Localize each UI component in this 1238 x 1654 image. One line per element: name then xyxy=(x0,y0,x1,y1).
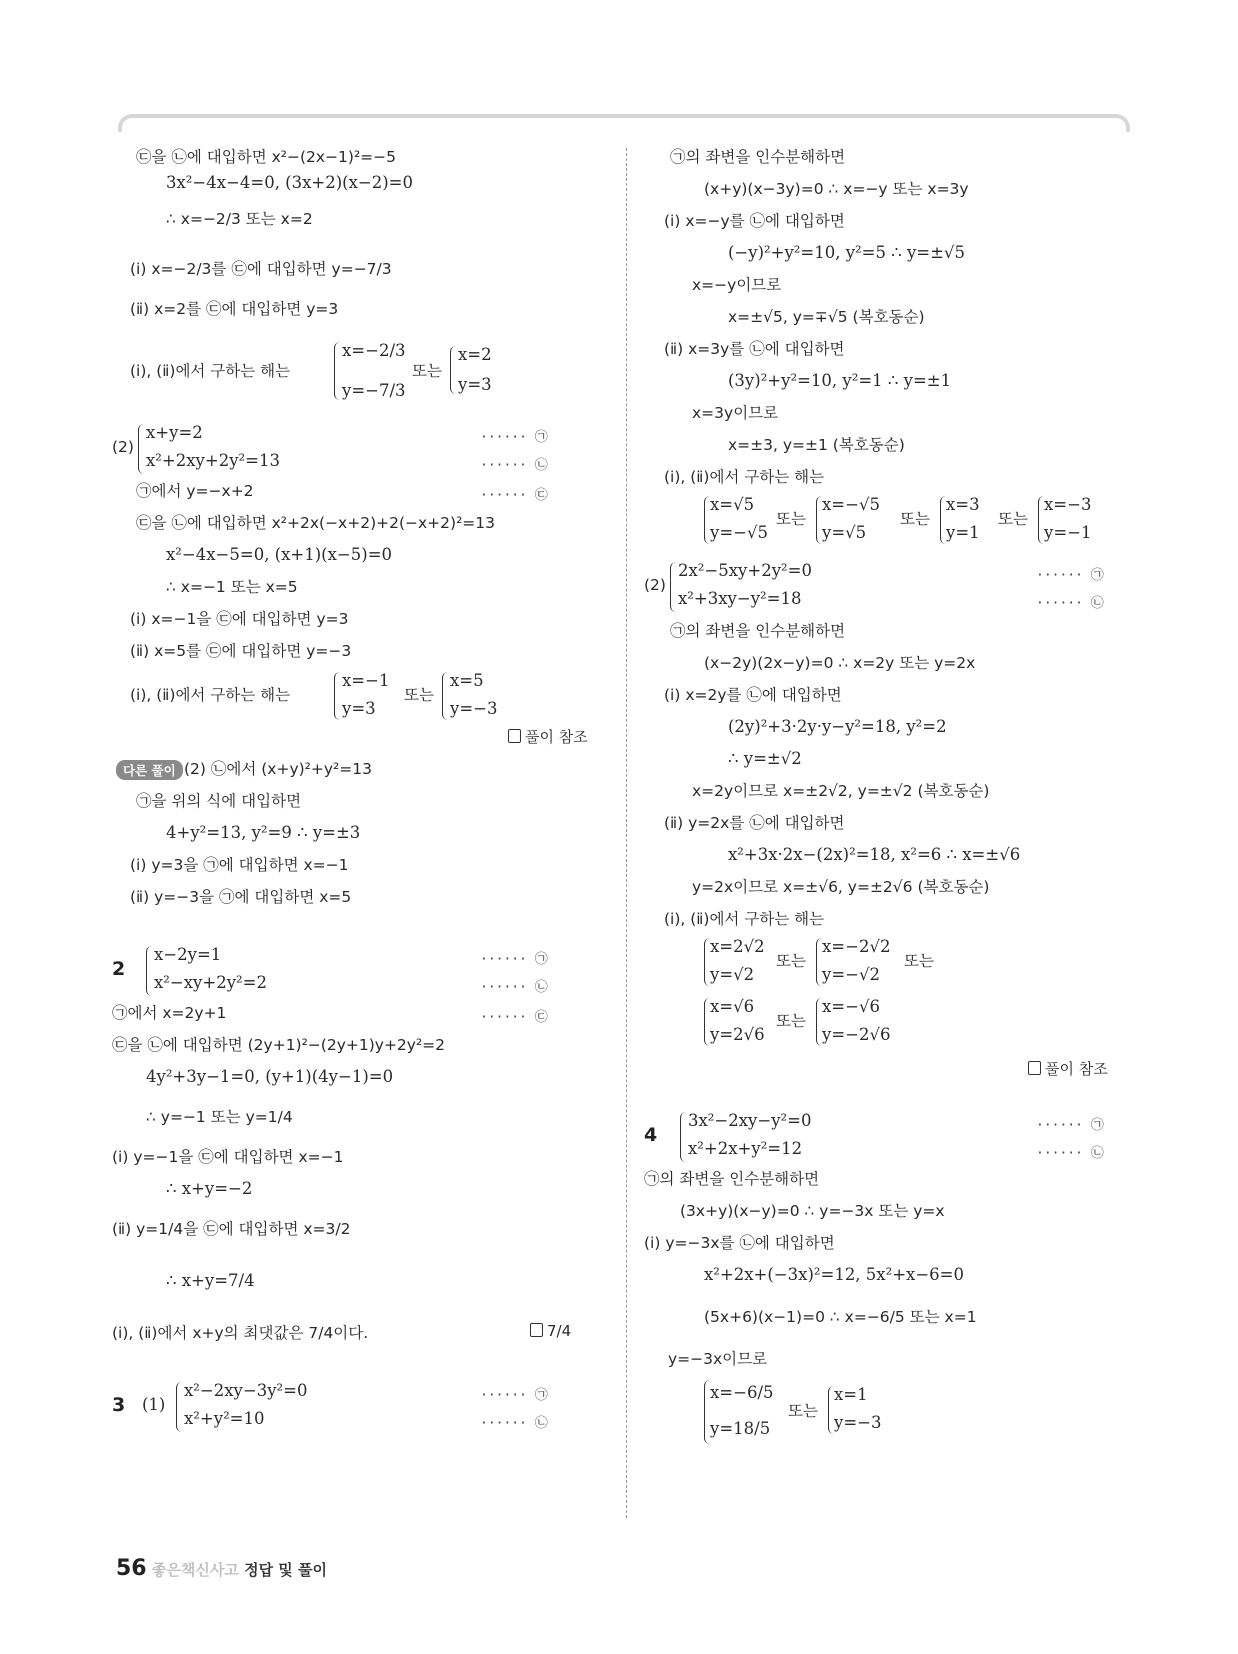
case-ii-line: (ⅱ) x=5를 ㉢에 대입하면 y=−3 xyxy=(130,642,352,660)
or-word: 또는 xyxy=(998,510,1028,528)
result-line: y=2x이므로 x=±√6, y=±2√6 (복호동순) xyxy=(692,878,990,896)
eq-tag: ······ ㉡ xyxy=(1036,1146,1104,1161)
step-line: ㉠에서 x=2y+1 xyxy=(112,1004,227,1022)
result-line: ∴ y=±√2 xyxy=(728,749,802,768)
or-word: 또는 xyxy=(776,952,806,970)
eq-tag: ······ ㉡ xyxy=(480,1416,548,1431)
eq-tag: ······ ㉠ xyxy=(480,952,548,967)
solution-y: y=√2 xyxy=(710,965,755,984)
system-brace xyxy=(334,342,340,400)
eq-tag: ······ ㉠ xyxy=(480,1388,548,1403)
eq-tag: ······ ㉠ xyxy=(480,430,548,445)
solution-x: x=√6 xyxy=(710,997,755,1016)
step-line: y=−3x이므로 xyxy=(668,1350,768,1368)
step-line: ㉠에서 y=−x+2 xyxy=(136,482,254,500)
system-eq2: x²+y²=10 xyxy=(184,1409,265,1428)
solution-y: y=−3 xyxy=(834,1413,882,1432)
section-title: 정답 및 풀이 xyxy=(244,1561,327,1579)
solution-label: (ⅰ), (ⅱ)에서 구하는 해는 xyxy=(664,468,825,486)
eq-tag: ······ ㉡ xyxy=(480,980,548,995)
system-eq1: 2x²−5xy+2y²=0 xyxy=(678,561,812,580)
equation-line: (2y)²+3·2y·y−y²=18, y²=2 xyxy=(728,717,947,736)
solution-x: x=2√2 xyxy=(710,937,765,956)
case-i-line: (ⅰ) x=−2/3를 ㉢에 대입하면 y=−7/3 xyxy=(130,260,392,278)
system-eq1: x+y=2 xyxy=(146,423,203,442)
equation-line: 4y²+3y−1=0, (y+1)(4y−1)=0 xyxy=(146,1067,394,1086)
solution-x: x=2 xyxy=(458,345,492,364)
equation-line: (x+y)(x−3y)=0 ∴ x=−y 또는 x=3y xyxy=(704,180,969,198)
step-substitute: ㉢을 ㉡에 대입하면 (2y+1)²−(2y+1)y+2y²=2 xyxy=(112,1036,446,1054)
step-substitute: ㉢을 ㉡에 대입하면 x²−(2x−1)²=−5 xyxy=(136,148,397,166)
answer-mark-icon xyxy=(508,729,521,743)
solution-y: y=3 xyxy=(342,699,376,718)
eq-tag: ······ ㉠ xyxy=(1036,568,1104,583)
alt-line: (2) ㉡에서 (x+y)²+y²=13 xyxy=(184,760,372,778)
result-line: (5x+6)(x−1)=0 ∴ x=−6/5 또는 x=1 xyxy=(704,1308,977,1326)
answer-mark-icon xyxy=(1028,1061,1041,1075)
or-word: 또는 xyxy=(776,510,806,528)
solution-y: y=−√5 xyxy=(710,523,768,542)
solution-y: y=18/5 xyxy=(710,1419,771,1438)
solution-x: x=−6/5 xyxy=(710,1383,774,1402)
result-line: ∴ x+y=7/4 xyxy=(166,1271,255,1290)
equation-line: (−y)²+y²=10, y²=5 ∴ y=±√5 xyxy=(728,243,965,262)
problem-number: 2 xyxy=(112,958,126,980)
eq-tag: ······ ㉡ xyxy=(1036,596,1104,611)
solution-y: y=3 xyxy=(458,375,492,394)
step-line: ㉠의 좌변을 인수분해하면 xyxy=(670,622,846,640)
final-answer: 7/4 xyxy=(530,1322,571,1340)
solution-y: y=√5 xyxy=(822,523,867,542)
system-brace xyxy=(334,672,340,720)
problem-part-label: (2) xyxy=(112,438,134,456)
result-line: x=2y이므로 x=±2√2, y=±√2 (복호동순) xyxy=(692,782,990,800)
eq-tag: ······ ㉢ xyxy=(480,1010,548,1025)
eq-tag: ······ ㉡ xyxy=(480,458,548,473)
system-eq1: x²−2xy−3y²=0 xyxy=(184,1381,308,1400)
result-line: ∴ y=−1 또는 y=1/4 xyxy=(146,1108,293,1126)
result-line: ∴ x=−1 또는 x=5 xyxy=(166,578,298,596)
system-eq1: 3x²−2xy−y²=0 xyxy=(688,1111,812,1130)
or-word: 또는 xyxy=(788,1402,818,1420)
solution-y: y=−7/3 xyxy=(342,381,406,400)
column-divider xyxy=(626,148,627,1518)
system-brace xyxy=(176,1382,182,1432)
equation-line: (3y)²+y²=10, y²=1 ∴ y=±1 xyxy=(728,371,952,390)
problem-number: 3 xyxy=(112,1394,126,1416)
solution-x: x=3 xyxy=(946,495,980,514)
solution-y: y=−3 xyxy=(450,699,498,718)
solution-x: x=−√5 xyxy=(822,495,880,514)
step-substitute: ㉢을 ㉡에 대입하면 x²+2x(−x+2)+2(−x+2)²=13 xyxy=(136,514,496,532)
alt-line: ㉠을 위의 식에 대입하면 xyxy=(136,792,302,810)
or-word: 또는 xyxy=(404,686,434,704)
result-line: ∴ x+y=−2 xyxy=(166,1179,253,1198)
alt-line: (ⅱ) y=−3을 ㉠에 대입하면 x=5 xyxy=(130,888,352,906)
system-brace xyxy=(450,346,456,394)
step-line: x=3y이므로 xyxy=(692,404,779,422)
problem-part-label: (1) xyxy=(142,1395,166,1414)
system-eq2: x²+2x+y²=12 xyxy=(688,1139,803,1158)
solution-x: x=5 xyxy=(450,671,484,690)
alt-line: 4+y²=13, y²=9 ∴ y=±3 xyxy=(166,823,361,842)
equation-line: x²−4x−5=0, (x+1)(x−5)=0 xyxy=(166,545,393,564)
solution-label: (ⅰ), (ⅱ)에서 구하는 해는 xyxy=(664,910,825,928)
or-word: 또는 xyxy=(412,362,442,380)
publisher-logo: 좋은책신사고 xyxy=(151,1561,239,1579)
system-eq2: x²+3xy−y²=18 xyxy=(678,589,802,608)
result-line: ∴ x=−2/3 또는 x=2 xyxy=(166,210,313,228)
solution-x: x=−√6 xyxy=(822,997,880,1016)
system-brace xyxy=(138,424,144,474)
system-brace xyxy=(680,1112,686,1162)
case-ii-line: (ⅱ) y=2x를 ㉡에 대입하면 xyxy=(664,814,845,832)
solution-y: y=2√6 xyxy=(710,1025,765,1044)
solution-x: x=−2√2 xyxy=(822,937,891,956)
page-footer xyxy=(116,1556,327,1581)
solution-x: x=−1 xyxy=(342,671,390,690)
equation-line: 3x²−4x−4=0, (3x+2)(x−2)=0 xyxy=(166,173,414,192)
eq-tag: ······ ㉠ xyxy=(1036,1118,1104,1133)
solution-y: y=1 xyxy=(946,523,980,542)
step-line: ㉠의 좌변을 인수분해하면 xyxy=(644,1170,820,1188)
answer-ref: 풀이 참조 xyxy=(1028,1058,1108,1079)
case-ii-line: (ⅱ) x=3y를 ㉡에 대입하면 xyxy=(664,340,845,358)
conclusion-line: (ⅰ), (ⅱ)에서 x+y의 최댓값은 7/4이다. xyxy=(112,1324,369,1342)
case-ii-line: (ⅱ) x=2를 ㉢에 대입하면 y=3 xyxy=(130,300,339,318)
system-eq2: x²−xy+2y²=2 xyxy=(154,973,267,992)
solution-y: y=−2√6 xyxy=(822,1025,891,1044)
case-i-line: (ⅰ) x=2y를 ㉡에 대입하면 xyxy=(664,686,842,704)
or-word: 또는 xyxy=(904,952,934,970)
step-line: ㉠의 좌변을 인수분해하면 xyxy=(670,148,846,166)
case-i-line: (ⅰ) y=−3x를 ㉡에 대입하면 xyxy=(644,1234,835,1252)
solution-y: y=−1 xyxy=(1044,523,1092,542)
equation-line: (x−2y)(2x−y)=0 ∴ x=2y 또는 y=2x xyxy=(704,654,976,672)
solution-label: (ⅰ), (ⅱ)에서 구하는 해는 xyxy=(130,686,291,704)
system-brace xyxy=(442,672,448,720)
system-eq1: x−2y=1 xyxy=(154,945,222,964)
equation-line: (3x+y)(x−y)=0 ∴ y=−3x 또는 y=x xyxy=(680,1202,945,1220)
eq-tag: ······ ㉢ xyxy=(480,488,548,503)
or-word: 또는 xyxy=(900,510,930,528)
case-ii-line: (ⅱ) y=1/4을 ㉢에 대입하면 x=3/2 xyxy=(112,1220,351,1238)
solution-x: x=−2/3 xyxy=(342,341,406,360)
answer-mark-icon xyxy=(530,1323,543,1337)
alt-line: (ⅰ) y=3을 ㉠에 대입하면 x=−1 xyxy=(130,856,349,874)
case-i-line: (ⅰ) y=−1을 ㉢에 대입하면 x=−1 xyxy=(112,1148,344,1166)
problem-number: 4 xyxy=(644,1124,658,1146)
alt-solution-badge: 다른 풀이 xyxy=(116,760,183,780)
solution-x: x=1 xyxy=(834,1385,868,1404)
equation-line: x²+3x·2x−(2x)²=18, x²=6 ∴ x=±√6 xyxy=(728,845,1021,864)
solution-x: x=√5 xyxy=(710,495,755,514)
solution-label: (ⅰ), (ⅱ)에서 구하는 해는 xyxy=(130,362,291,380)
solution-y: y=−√2 xyxy=(822,965,880,984)
result-line: x=±√5, y=∓√5 (복호동순) xyxy=(728,308,925,326)
answer-ref: 풀이 참조 xyxy=(508,726,588,747)
case-i-line: (ⅰ) x=−y를 ㉡에 대입하면 xyxy=(664,212,845,230)
system-brace xyxy=(146,946,152,996)
case-i-line: (ⅰ) x=−1을 ㉢에 대입하면 y=3 xyxy=(130,610,349,628)
problem-part-label: (2) xyxy=(644,576,666,594)
or-word: 또는 xyxy=(776,1012,806,1030)
top-header-bar xyxy=(118,114,1130,132)
step-line: x=−y이므로 xyxy=(692,276,782,294)
equation-line: x²+2x+(−3x)²=12, 5x²+x−6=0 xyxy=(704,1265,964,1284)
system-eq2: x²+2xy+2y²=13 xyxy=(146,451,280,470)
page-number: 56 xyxy=(116,1556,147,1581)
system-brace xyxy=(670,562,676,612)
solution-x: x=−3 xyxy=(1044,495,1092,514)
result-line: x=±3, y=±1 (복호동순) xyxy=(728,436,905,454)
